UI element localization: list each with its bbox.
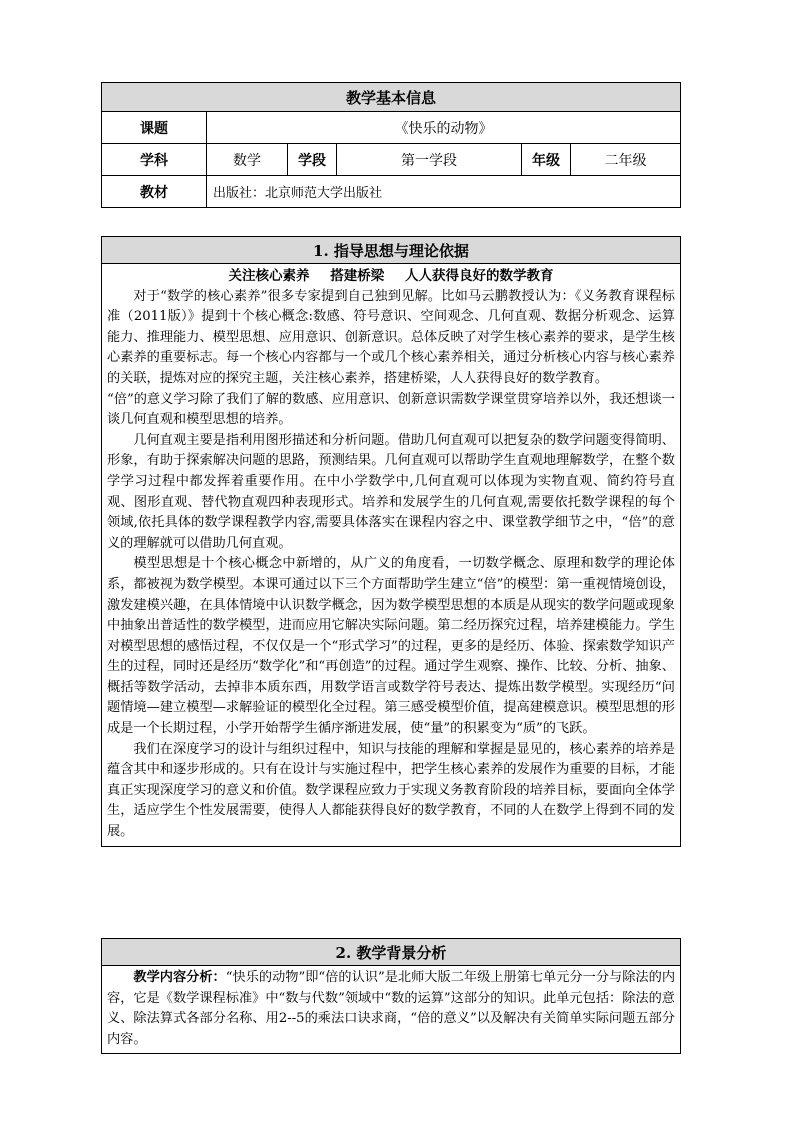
basic-info-header: 教学基本信息 [102, 83, 681, 112]
paragraph: “倍”的意义学习除了我们了解的数感、应用意识、创新意识需数学课堂贯穿培养以外，我还想谈一谈几何直观和模型思想的培养。 [107, 391, 675, 428]
paragraph: 几何直观主要是指利用图形描述和分析问题。借助几何直观可以把复杂的数学问题变得简明、形象，有助于探索解决问题的思路，预测结果。几何直观可以帮助学生直观地理解数学，在整个数学学习过程中都发挥着重要作用。在中小学数学中,几何直观可以体现为实物直观、简约符号直观、图形直观、替代物直观四种表现形式。培养和发展学生的几何直观,需要依托数学课程的每个领域,依托具体的数学课程教学内容,需要具体落实在课程内容之中、课堂教学细节之中，“倍”的意义的理解就可以借助几何直观。 [107, 432, 675, 551]
subtitle-part: 关注核心素养 [228, 268, 310, 284]
guiding-ideas-section [101, 236, 681, 847]
subject-label: 学科 [102, 144, 207, 176]
grade-label: 年级 [522, 144, 571, 176]
stage-value: 第一学段 [337, 144, 522, 176]
textbook-value: 出版社：北京师范大学出版社 [207, 176, 681, 208]
subtitle-part: 搭建桥梁 [330, 268, 385, 284]
paragraph: 我们在深度学习的设计与组织过程中，知识与技能的理解和掌握是显见的，核心素养的培养是蕴含其中和逐步形成的。只有在设计与实施过程中，把学生核心素养的发展作为重要的目标，才能真正实现深度学习的意义和价值。数学课程应致力于实现义务教育阶段的培养目标，要面向全体学生，适应学生个性发展需要，使得人人都能获得良好的数学教育，不同的人在数学上得到不同的发展。 [107, 741, 675, 840]
section-subtitle [107, 266, 675, 287]
section-title: 1. 指导思想与理论依据 [102, 237, 681, 264]
stage-label: 学段 [288, 144, 337, 176]
textbook-label: 教材 [102, 176, 207, 208]
section-body [102, 966, 681, 1054]
paragraph [107, 968, 675, 1050]
grade-value: 二年级 [571, 144, 681, 176]
topic-value: 《快乐的动物》 [207, 112, 681, 144]
paragraph: 模型思想是十个核心概念中新增的，从广义的角度看，一切数学概念、原理和数学的理论体系，都被视为数学模型。本课可通过以下三个方面帮助学生建立“倍”的模型：第一重视情境创设，激发建模兴趣，在具体情境中认识数学概念，因为数学模型思想的本质是从现实的数学问题或现象中抽象出普适性的数学模型，进而应用它解决实际问题。第二经历探究过程，培养建模能力。学生对模型思想的感悟过程，不仅仅是一个“形式学习”的过程，更多的是经历、体验、探索数学知识产生的过程，同时还是经历“数学化”和“再创造”的过程。通过学生观察、操作、比较、分析、抽象、概括等数学活动，去掉非本质东西，用数学语言或数学符号表达、提炼出数学模型。实现经历“问题情境—建立模型—求解验证的模型化全过程。第三感受模型价值，提高建模意识。模型思想的形成是一个长期过程，小学开始帮学生循序渐进发展，使“量”的积累变为“质”的飞跃。 [107, 556, 675, 737]
content-analysis-label: 教学内容分析： [133, 970, 226, 985]
topic-label: 课题 [102, 112, 207, 144]
section-body [102, 264, 681, 847]
teaching-background-section [101, 938, 681, 1054]
basic-info-table [101, 82, 681, 208]
subject-value: 数学 [207, 144, 288, 176]
paragraph: 对于“数学的核心素养”很多专家提到自己独到见解。比如马云鹏教授认为：《义务教育课程标准（2011版）》提到十个核心概念:数感、符号意识、空间观念、几何直观、数据分析观念、运算能力、推理能力、模型思想、应用意识、创新意识。总体反映了对学生核心素养的要求，是学生核心素养的重要标志。每一个核心内容都与一个或几个核心素养相关，通过分析核心内容与核心素养的关联，提炼对应的探究主题，关注核心素养，搭建桥梁，人人获得良好的数学教育。 [107, 288, 675, 386]
content-analysis-text: “快乐的动物”即“倍的认识”是北师大版二年级上册第七单元分一分与除法的内容，它是《数学课程标准》中“数与代数”领域中“数的运算”这部分的知识。此单元包括：除法的意义、除法算式各部分名称、用2--5的乘法口诀求商，“倍的意义”以及解决有关简单实际问题五部分内容。 [107, 970, 676, 1047]
section-title: 2. 教学背景分析 [102, 939, 681, 966]
subtitle-part: 人人获得良好的数学教育 [404, 268, 554, 284]
